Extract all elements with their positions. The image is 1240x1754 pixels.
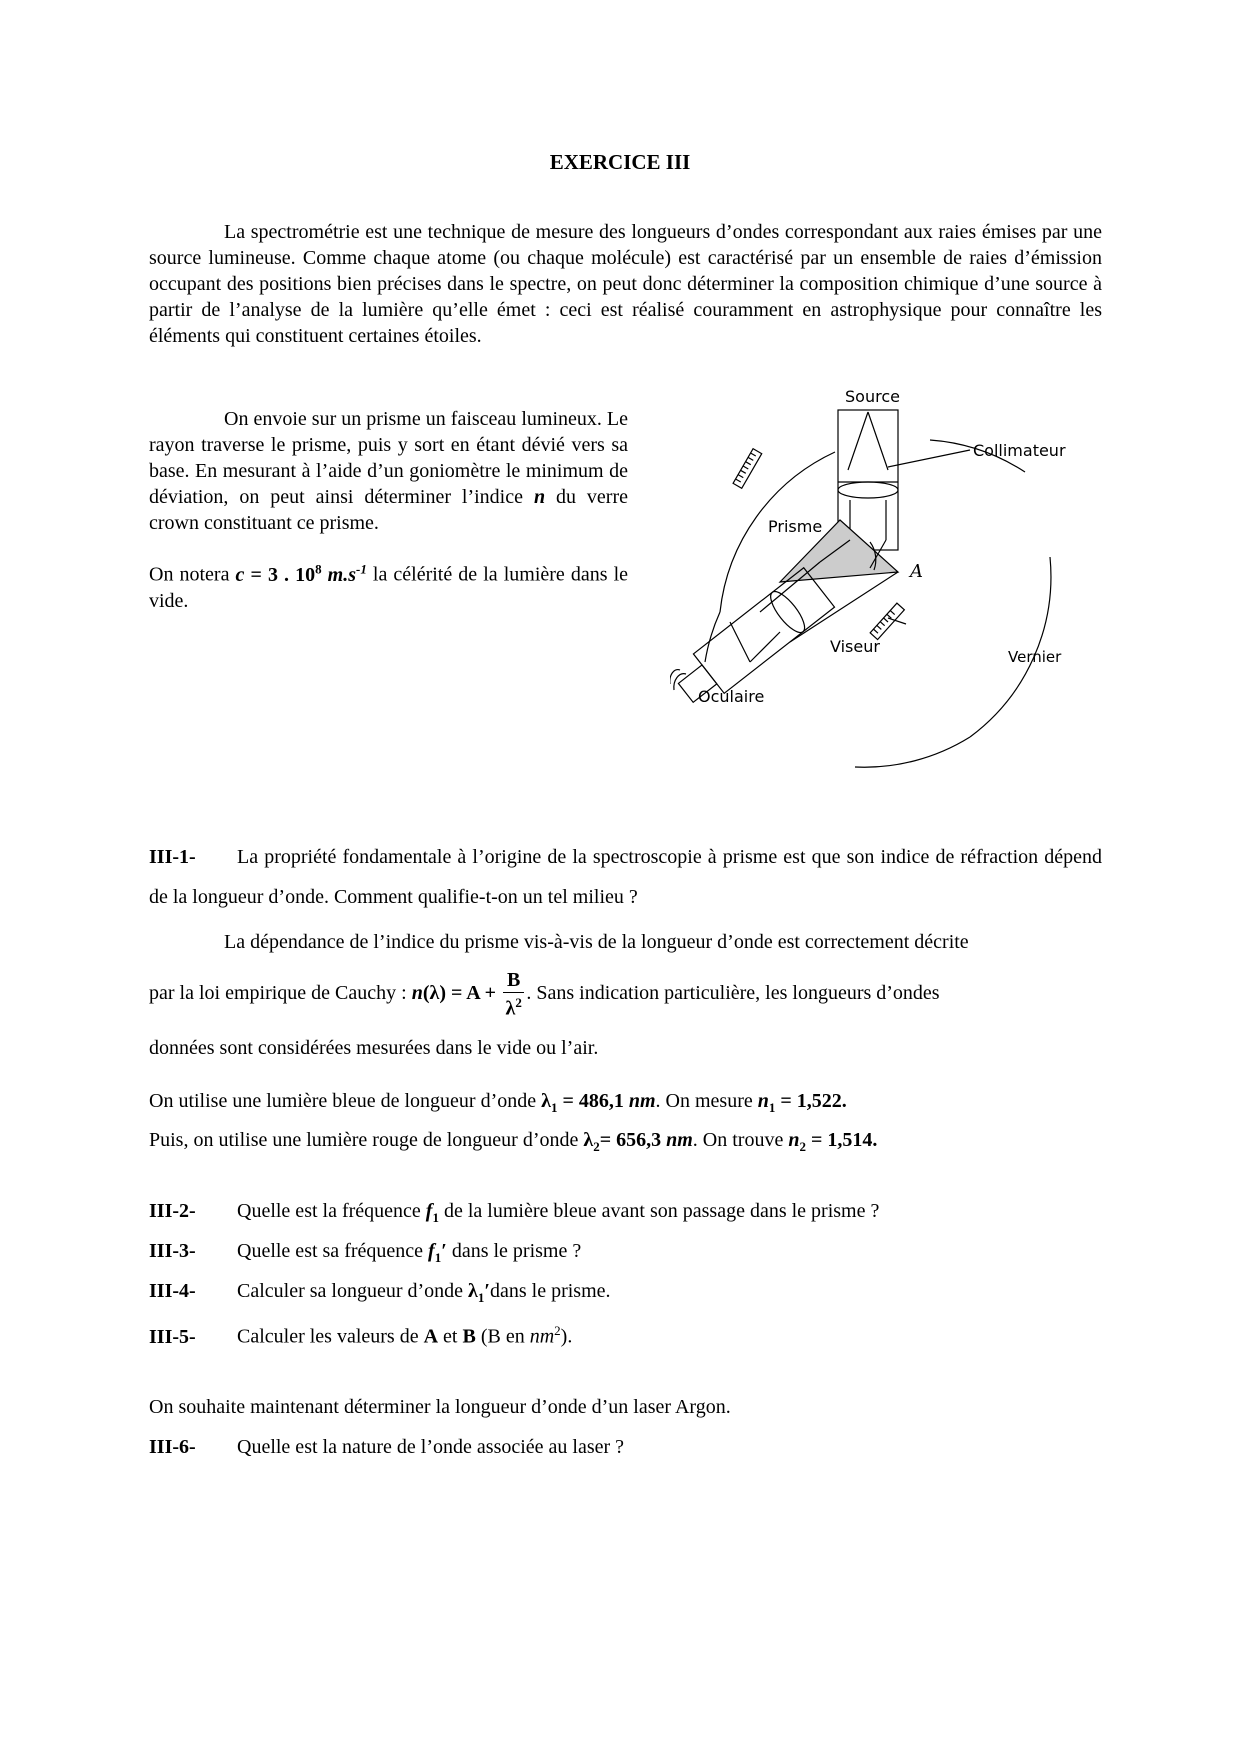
laser-intro: On souhaite maintenant déterminer la longueur d’onde d’un laser Argon.: [149, 1396, 731, 1418]
collimator-lens: [838, 482, 898, 498]
scale-top-left: [733, 449, 762, 489]
label-collimateur: Collimateur: [973, 441, 1066, 460]
question-iii-5: III-5- Calculer les valeurs de A et B (B en $nm^2$).: [149, 1323, 573, 1348]
question-iii-1: III-1- La propriété fondamentale à l’origine de la spectroscopie à prisme est que son indice de réfraction dépend de la longueur d’onde. Comment qualifie-t-on un tel milieu ?: [149, 846, 1102, 908]
question-iii-6: III-6- Quelle est la nature de l’onde associée au laser ?: [149, 1436, 625, 1458]
exercise-title: EXERCICE III: [549, 150, 691, 174]
prism-description: [149, 406, 628, 614]
question-iii-2: III-2- Quelle est la fréquence $f_1$ de la lumière bleue avant son passage dans le prisme ?: [149, 1200, 880, 1225]
cauchy-law: par la loi empirique de Cauchy : n(λ) = A + $\frac{B}{\lambda^2}$ . Sans indication particulière, les longueurs d’ondes: [149, 969, 940, 1020]
goniometer-diagram: [670, 372, 1120, 772]
prism-paragraph: On envoie sur un prisme un faisceau lumineux. Le rayon traverse le prisme, puis y sort en étant dévié vers sa base. En mesurant à l’aide d’un goniomètre le minimum de déviation, on peut ainsi déterminer l’indice n du verre crown constituant ce prisme.: [149, 408, 629, 534]
label-viseur: Viseur: [830, 637, 880, 656]
label-a: A: [910, 561, 923, 582]
question-iii-4: III-4- Calculer sa longueur d’onde $\lambda_1'dans$ le prisme.: [149, 1280, 611, 1305]
speed-of-light-note: On notera c = 3 . $10^8$ $m.s^{-1}$ la célérité de la lumière dans le vide.: [149, 561, 629, 612]
cauchy-end: données sont considérées mesurées dans le vide ou l’air.: [149, 1037, 599, 1059]
viewer-tube: [693, 568, 834, 694]
cauchy-fraction: $\frac{B}{\lambda^2}$: [503, 970, 524, 1019]
question-iii-3: III-3- Quelle est sa fréquence $f_1'$ dans le prisme ?: [149, 1240, 582, 1265]
label-vernier: Vernier: [1008, 648, 1062, 666]
label-source: Source: [845, 387, 900, 406]
cauchy-intro: La dépendance de l’indice du prisme vis-à-vis de la longueur d’onde est correctement décrite: [224, 931, 969, 953]
label-oculaire: Oculaire: [698, 687, 765, 706]
intro-paragraph: La spectrométrie est une technique de mesure des longueurs d’ondes correspondant aux raies émises par une source lumineuse. Comme chaque atome (ou chaque molécule) est caractérisé par un ensemble de raies d’émission occupant des positions bien précises dans le spectre, on peut donc déterminer la composition chimique d’une source à partir de l’analyse de la lumière qu’elle émet : ceci est réalisé couramment en astrophysique pour connaître les éléments qui constituent certaines étoiles.: [149, 221, 1102, 347]
blue-light-line: On utilise une lumière bleue de longueur d’onde $\lambda_1 = 486,1$ nm. On mesure $n_1 = 1,522$.: [149, 1090, 847, 1115]
label-prisme: Prisme: [768, 517, 823, 536]
red-light-line: Puis, on utilise une lumière rouge de longueur d’onde $\lambda_2= 656,3$ nm. On trouve $n_2 = 1,514$.: [149, 1129, 878, 1154]
